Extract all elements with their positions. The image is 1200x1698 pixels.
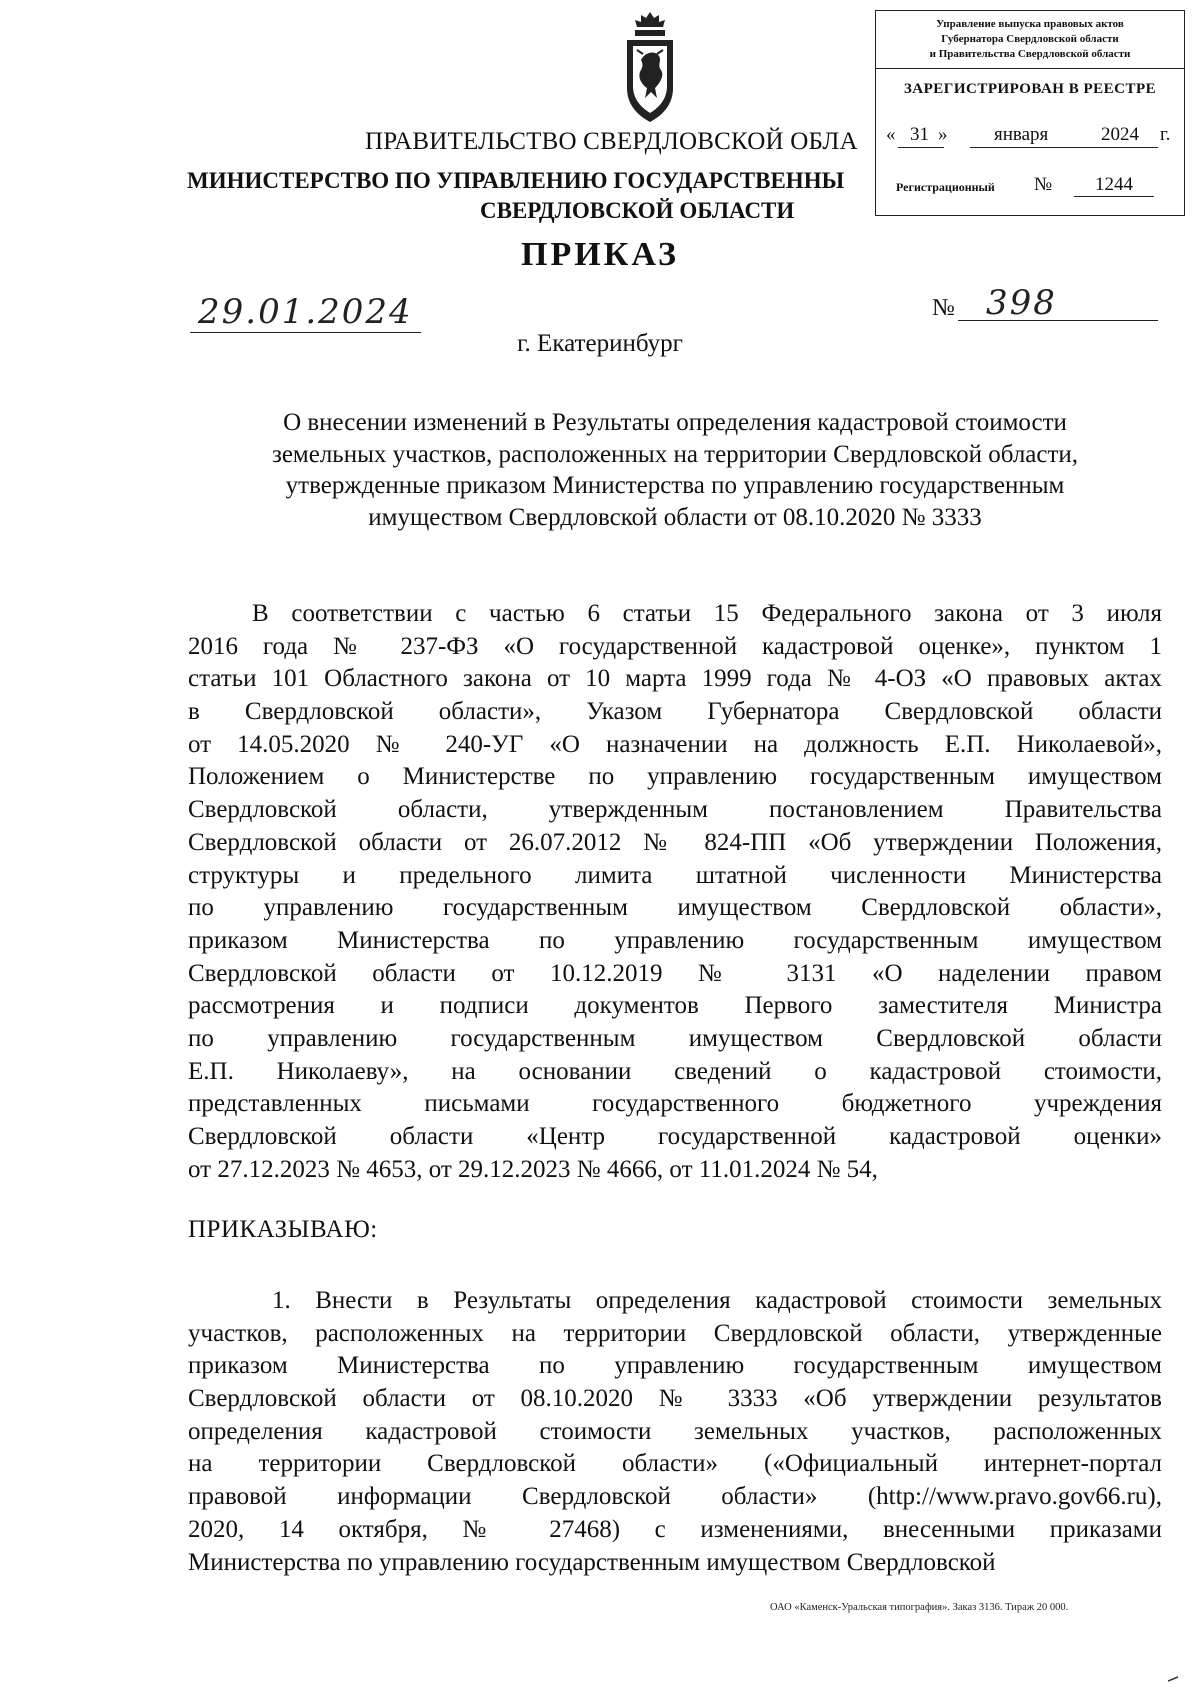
paragraph-line: по управлению государственным имуществом Свердловской области», [188,894,1162,922]
stamp-reg-label: Регистрационный [896,180,995,194]
paragraph-line: Свердловской области от 10.12.2019 № 3131 «О наделении правом [188,959,1162,987]
handwritten-date: 29.01.2024 [190,292,421,333]
paragraph-line: правовой информации Свердловской области» (http://www.pravo.gov66.ru), [188,1483,1162,1511]
paragraph-line: по управлению государственным имуществом Свердловской области [188,1024,1162,1052]
paragraph-line: участков, расположенных на территории Свердловской области, утвержденные [188,1319,1162,1347]
order-item-1 [188,1285,1162,1579]
stamp-day: 31 [910,124,929,145]
paragraph-line: структуры и предельного лимита штатной численности Министерства [188,861,1162,889]
paragraph-line: на территории Свердловской области» («Официальный интернет-портал [188,1450,1162,1478]
stamp-header-line: Управление выпуска правовых актов [936,18,1124,30]
stamp-reg-number [896,173,1176,199]
paragraph-line: Свердловской области от 26.07.2012 № 824-ПП «Об утверждении Положения, [188,828,1162,856]
paragraph-line: представленных письмами государственного бюджетного учреждения [188,1090,1162,1118]
stamp-year-suffix: г. [1160,124,1171,145]
paragraph-line: приказом Министерства по управлению государственным имуществом [188,1352,1162,1380]
stamp-reg-value: 1244 [1074,174,1154,197]
paragraph-line: в Свердловской области», Указом Губернатора Свердловской области [188,698,1162,726]
stamp-month: января [994,124,1049,145]
stamp-header-line: и Правительства Свердловской области [929,48,1131,60]
ministry-heading-line2: СВЕРДЛОВСКОЙ ОБЛАСТИ [480,198,795,223]
stamp-header-line: Губернатора Свердловской области [941,33,1119,45]
stamp-month-underline [970,147,1082,148]
paragraph-line: приказом Министерства по управлению государственным имуществом [188,926,1162,954]
paragraph-line: рассмотрения и подписи документов Первого заместителя Министра [188,992,1162,1020]
stamp-registered-label: ЗАРЕГИСТРИРОВАН В РЕЕСТРЕ [903,81,1157,97]
ministry-heading-line1: МИНИСТЕРСТВО ПО УПРАВЛЕНИЮ ГОСУДАРСТВЕННЫ [187,168,845,193]
paragraph-line: от 14.05.2020 № 240-УГ «О назначении на должность Е.П. Николаевой», [188,730,1162,758]
order-number-label: № [932,295,955,321]
paragraph-line: 2016 года № 237-ФЗ «О государственной кадастровой оценке», пунктом 1 [188,632,1162,660]
stamp-year-underline [1082,147,1158,148]
paragraph-line: статьи 101 Областного закона от 10 марта 1999 года № 4-ОЗ «О правовых актах [188,665,1162,693]
page-corner-mark-icon [1168,1676,1180,1682]
stamp-quote-open: « [886,124,896,145]
paragraph-line: Министерства по управлению государственным имуществом Свердловской [188,1548,996,1576]
registration-stamp [875,10,1185,216]
subject-line: земельных участков, расположенных на территории Свердловской области, [271,440,1079,468]
paragraph-line: определения кадастровой стоимости земельных участков, расположенных [188,1417,1162,1445]
paragraph-line: Положением о Министерстве по управлению государственным имуществом [188,763,1162,791]
paragraph-line: Свердловской области «Центр государственной кадастровой оценки» [188,1123,1162,1150]
stamp-quote-close: » [938,124,948,145]
stamp-header [876,11,1184,69]
document-subject [190,407,1160,533]
paragraph-line: 2020, 14 октября, № 27468) с изменениями, внесенными приказами [188,1515,1162,1543]
paragraph-line: 1. Внести в Результаты определения кадастровой стоимости земельных [272,1287,1162,1314]
coat-of-arms-icon [615,10,685,128]
printing-imprint: ОАО «Каменск-Уральская типография». Заказ 3136. Тираж 20 000. [770,1602,1069,1613]
paragraph-line: от 27.12.2023 № 4653, от 29.12.2023 № 4666, от 11.01.2024 № 54, [188,1155,878,1183]
paragraph-line: Е.П. Николаеву», на основании сведений о кадастровой стоимости, [188,1057,1162,1085]
handwritten-order-number: 398 [958,283,1158,321]
subject-line: О внесении изменений в Результаты определения кадастровой стоимости [283,409,1067,436]
stamp-no-sign: № [1034,174,1053,195]
subject-line: утвержденные приказом Министерства по управлению государственным [285,472,1065,499]
preamble-paragraph [188,598,1162,1186]
subject-line: имуществом Свердловской области от 08.10.2020 № 3333 [368,503,982,531]
stamp-year: 2024 [1101,124,1139,145]
government-heading: ПРАВИТЕЛЬСТВО СВЕРДЛОВСКОЙ ОБЛА [365,128,858,155]
paragraph-line: Свердловской области, утвержденным постановлением Правительства [188,796,1162,824]
paragraph-line: В соответствии с частью 6 статьи 15 Федерального закона от 3 июля [252,600,1162,627]
stamp-day-underline [898,147,944,148]
stamp-date [886,124,1178,150]
order-word: ПРИКАЗЫВАЮ: [188,1216,378,1243]
city-line: г. Екатеринбург [517,330,683,357]
paragraph-line: Свердловской области от 08.10.2020 № 3333 «Об утверждении результатов [188,1385,1162,1413]
document-type-title: ПРИКАЗ [521,236,679,273]
